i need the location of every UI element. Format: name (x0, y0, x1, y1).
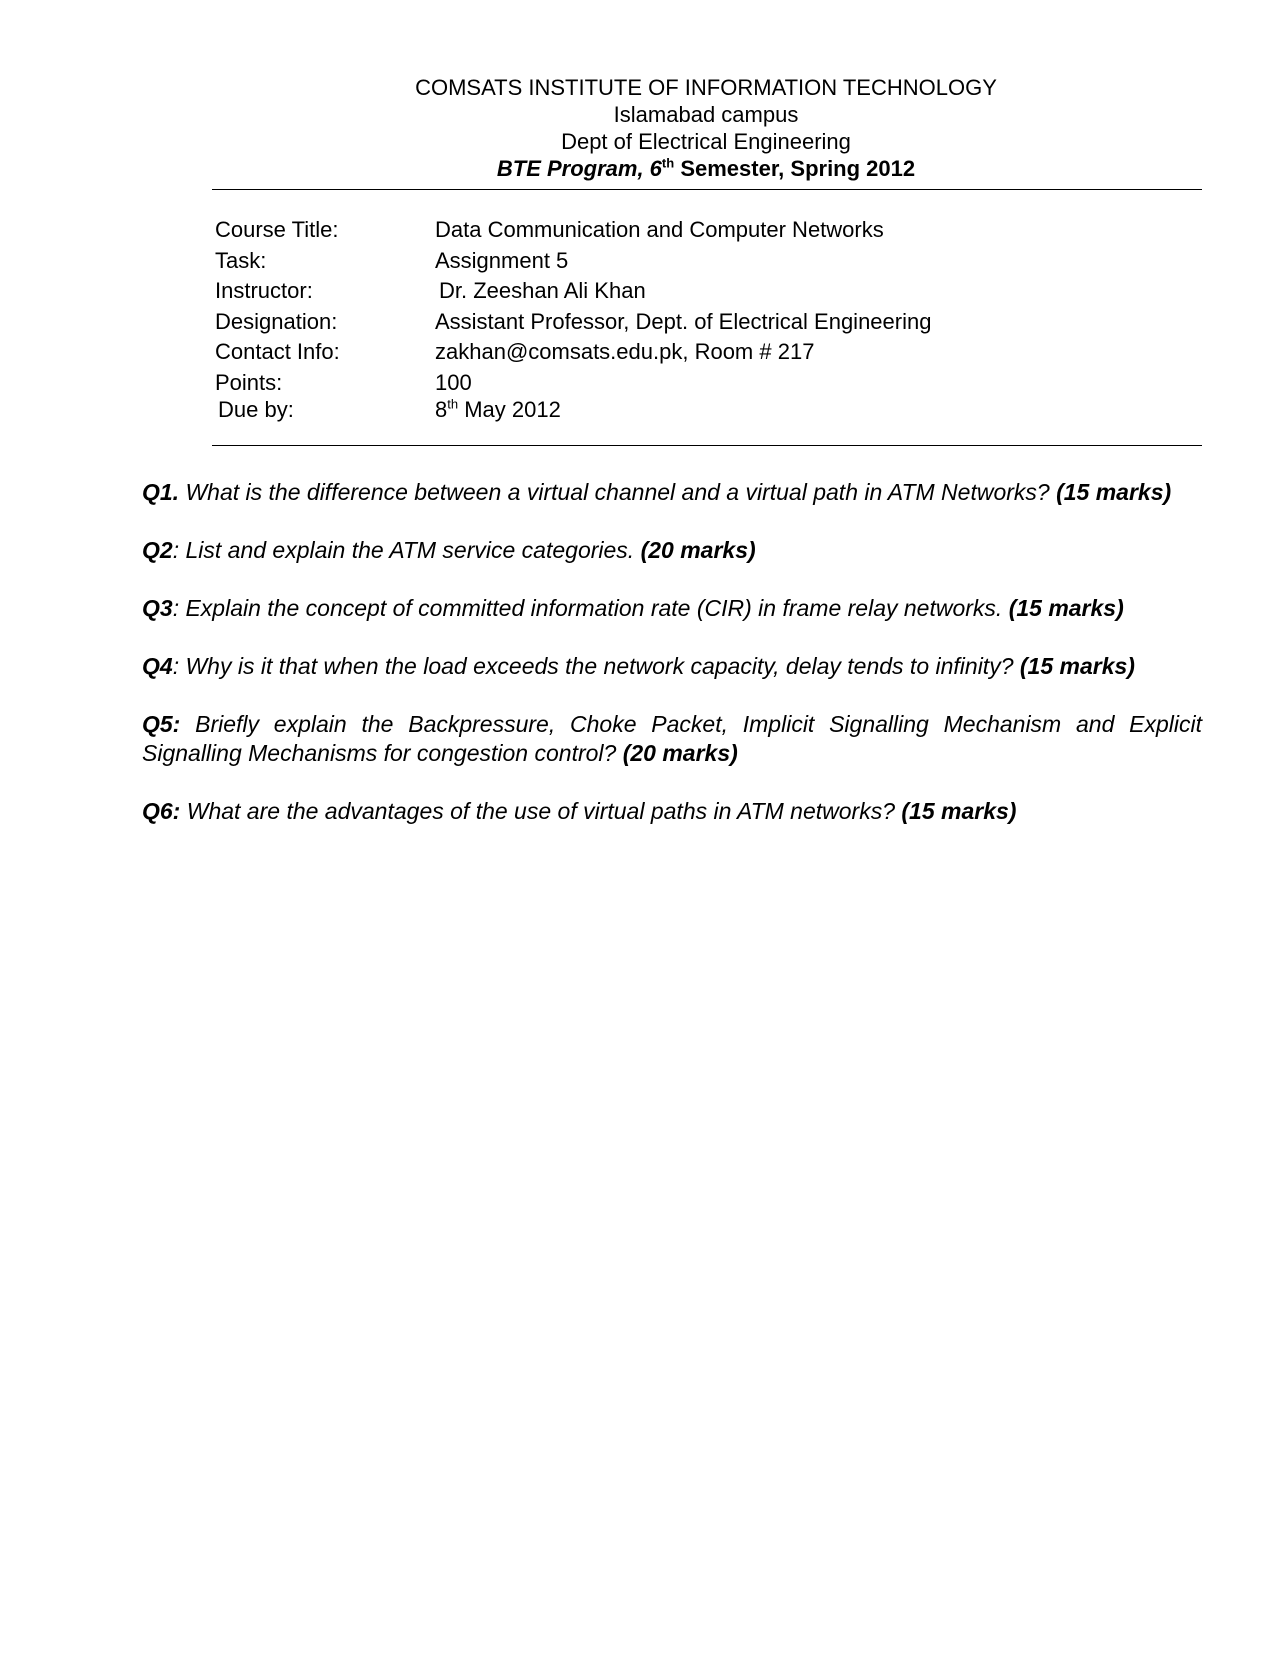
info-label: Contact Info: (215, 339, 340, 364)
info-value: Assignment 5 (435, 247, 569, 273)
question-text: List and explain the ATM service categories. (185, 537, 635, 563)
info-label: Course Title: (215, 217, 339, 242)
info-row-points (215, 368, 931, 399)
question-2: Q2: List and explain the ATM service categories. (20 marks) (142, 537, 756, 563)
info-label: Instructor: (215, 278, 313, 303)
document-header (0, 74, 1280, 182)
question-number: Q3 (142, 595, 173, 621)
info-row-contact (215, 337, 931, 368)
info-value: 100 (435, 369, 472, 395)
info-value: zakhan@comsats.edu.pk, Room # 217 (435, 339, 815, 364)
question-number: Q6: (142, 798, 181, 824)
info-row-instructor (215, 276, 931, 307)
info-label: Task: (215, 247, 267, 273)
institute-name: COMSATS INSTITUTE OF INFORMATION TECHNOLOGY (415, 75, 997, 100)
info-value: Dr. Zeeshan Ali Khan (439, 278, 646, 303)
program-name: BTE Program, 6 (496, 156, 662, 181)
due-day: 8 (435, 397, 448, 422)
info-value: Data Communication and Computer Networks (435, 217, 884, 242)
due-date (435, 398, 561, 422)
question-text: What are the advantages of the use of virtual paths in ATM networks? (186, 798, 895, 824)
question-number: Q2 (142, 537, 173, 563)
question-text: Explain the concept of committed information rate (CIR) in frame relay networks. (185, 595, 1003, 621)
info-row-course-title (215, 215, 931, 246)
header-divider (212, 189, 1202, 190)
due-rest: May 2012 (458, 397, 561, 422)
info-row-task (215, 246, 931, 277)
info-label: Due by: (218, 397, 294, 422)
question-text: Why is it that when the load exceeds the network capacity, delay tends to infinity? (185, 653, 1014, 679)
due-day-sup: th (447, 396, 459, 412)
semester-name: Semester, Spring 2012 (674, 156, 916, 181)
question-3: Q3: Explain the concept of committed information rate (CIR) in frame relay networks. (15 marks) (142, 595, 1124, 621)
campus-name: Islamabad campus (613, 102, 799, 127)
question-marks: (15 marks) (1019, 653, 1135, 679)
question-1 (142, 478, 1202, 507)
question-number: Q5: (142, 711, 181, 737)
question-marks: (20 marks) (622, 740, 738, 766)
question-text: What is the difference between a virtual channel and a virtual path in ATM Networks? (185, 479, 1050, 505)
course-info (215, 215, 931, 422)
info-divider (212, 445, 1202, 446)
info-label: Points: (215, 369, 283, 395)
question-marks: (15 marks) (901, 798, 1017, 824)
department-name: Dept of Electrical Engineering (561, 129, 851, 154)
question-text: Briefly explain the Backpressure, Choke Packet, Implicit Signalling Mechanism and Explicit Signalling Mechanisms for congestion control? (142, 711, 1202, 766)
question-marks: (15 marks) (1056, 479, 1172, 505)
question-5 (142, 710, 1202, 768)
info-row-due (215, 398, 931, 422)
question-number: Q4 (142, 653, 173, 679)
info-row-designation (215, 307, 931, 338)
program-line (0, 155, 1280, 182)
info-label: Designation: (215, 308, 338, 334)
info-value: Assistant Professor, Dept. of Electrical Engineering (435, 308, 932, 334)
question-6 (142, 797, 1202, 826)
question-marks: (20 marks) (640, 537, 756, 563)
program-sup: th (661, 155, 675, 171)
question-list (142, 478, 1202, 855)
question-marks: (15 marks) (1008, 595, 1124, 621)
question-4: Q4: Why is it that when the load exceeds the network capacity, delay tends to infinity? (15 marks) (142, 653, 1135, 679)
question-number: Q1. (142, 479, 180, 505)
